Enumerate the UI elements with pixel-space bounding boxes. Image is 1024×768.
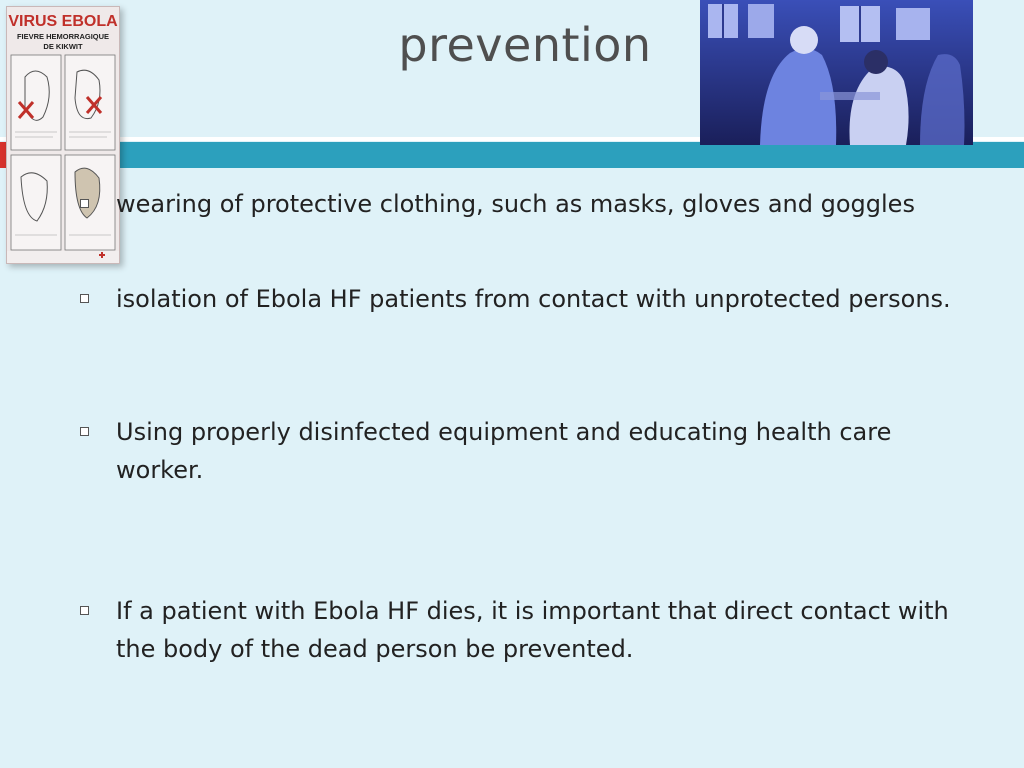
bullet-text: isolation of Ebola HF patients from contact with unprotected persons. <box>116 285 951 313</box>
bullet-marker <box>80 199 89 208</box>
bullet-text: If a patient with Ebola HF dies, it is important that direct contact with the body of the dead person be prevented. <box>116 597 949 663</box>
bullet-text: Using properly disinfected equipment and educating health care worker. <box>116 418 892 484</box>
bullet-text: wearing of protective clothing, such as masks, gloves and goggles <box>116 190 915 218</box>
bullet-marker <box>80 606 89 615</box>
bullet-marker <box>80 427 89 436</box>
poster-heading: VIRUS EBOLA <box>8 13 118 30</box>
poster-subheading-2: DE KIKWIT <box>43 42 83 51</box>
slide-title: prevention <box>398 18 652 72</box>
bullet-marker <box>80 294 89 303</box>
poster-subheading: FIEVRE HEMORRAGIQUE <box>16 32 110 41</box>
